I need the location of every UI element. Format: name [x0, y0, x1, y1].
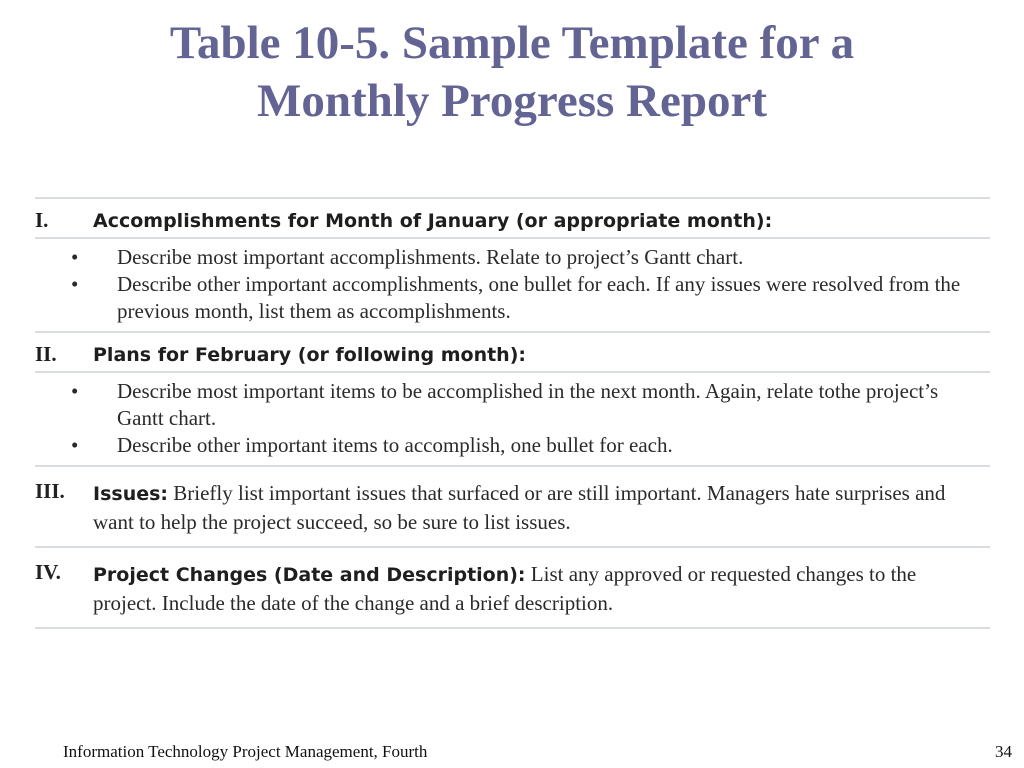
- bullet-icon: •: [71, 433, 79, 457]
- bullet-icon: •: [71, 379, 79, 403]
- footer-course-title: Information Technology Project Management, Fourth: [63, 742, 428, 761]
- page-number: 34: [995, 742, 1012, 761]
- report-template-table: [35, 197, 990, 629]
- section-1-heading: Accomplishments for Month of January (or appropriate month):: [93, 210, 773, 232]
- section-1-numeral: I.: [35, 208, 49, 232]
- section-4-numeral: IV.: [35, 560, 61, 584]
- divider: [35, 627, 990, 629]
- slide-title-line-2: Monthly Progress Report: [257, 75, 767, 127]
- bullet-text: Describe other important accomplishments, one bullet for each. If any issues were resolved from the previous month, list them as accomplishments.: [117, 272, 961, 323]
- list-item: [35, 244, 990, 271]
- bullet-text: Describe most important items to be accomplished in the next month. Again, relate tothe project’s Gantt chart.: [117, 379, 939, 430]
- section-4-row: [35, 548, 990, 627]
- list-item: [35, 378, 990, 432]
- section-4-text: List any approved or requested changes to the project. Include the date of the change and a brief description.: [93, 562, 917, 615]
- bullet-text: Describe other important items to accomplish, one bullet for each.: [117, 433, 673, 457]
- section-4-paragraph: [93, 560, 990, 617]
- section-2-bullets: [35, 373, 990, 465]
- bullet-icon: •: [71, 245, 79, 269]
- section-4-label: Project Changes (Date and Description):: [93, 564, 526, 586]
- section-3-numeral: III.: [35, 479, 65, 503]
- section-2-heading: Plans for February (or following month):: [93, 344, 526, 366]
- section-3-row: [35, 467, 990, 546]
- list-item: [35, 432, 990, 459]
- slide-title: [0, 14, 1024, 130]
- bullet-text: Describe most important accomplishments. Relate to project’s Gantt chart.: [117, 245, 744, 269]
- section-2-heading-row: [35, 333, 990, 371]
- section-3-paragraph: [93, 479, 990, 536]
- bullet-icon: •: [71, 272, 79, 296]
- section-3-text: Briefly list important issues that surfaced or are still important. Managers hate surprises and want to help the project succeed, so be sure to list issues.: [93, 481, 946, 534]
- section-3-label: Issues:: [93, 483, 169, 505]
- section-2-numeral: II.: [35, 342, 57, 366]
- section-1-bullets: [35, 239, 990, 331]
- section-1-heading-row: [35, 199, 990, 237]
- slide-title-line-1: Table 10-5. Sample Template for a: [169, 17, 855, 69]
- list-item: [35, 271, 990, 325]
